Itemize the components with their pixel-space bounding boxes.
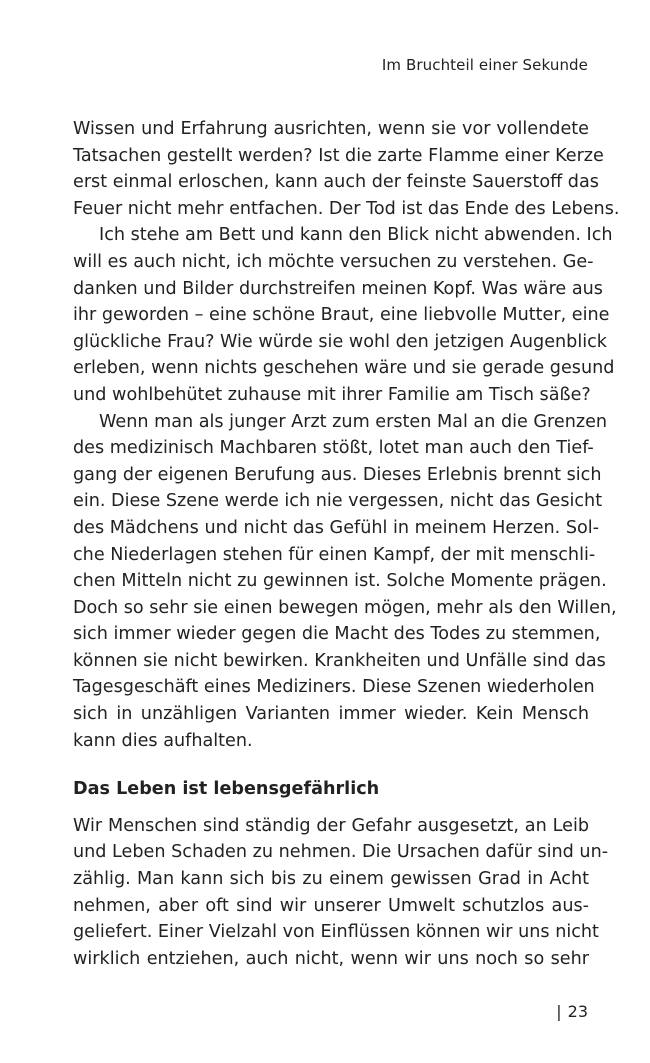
text-line: che Niederlagen stehen für einen Kampf, der mit menschli- — [73, 544, 596, 565]
running-head: Im Bruchteil einer Sekunde — [381, 56, 588, 74]
text-line: danken und Bilder durchstreifen meinen Kopf. Was wäre aus — [73, 278, 603, 299]
page-number-value: 23 — [567, 1002, 588, 1021]
text-line: können sie nicht bewirken. Krankheiten und Unfälle sind das — [73, 650, 606, 671]
text-line: erleben, wenn nichts geschehen wäre und sie gerade gesund — [73, 358, 615, 379]
text-line: nehmen, aber oft sind wir unserer Umwelt schutzlos aus- — [73, 895, 589, 916]
text-line: des Mädchens und nicht das Gefühl in meinem Herzen. Sol- — [73, 517, 600, 538]
text-line: Wenn man als junger Arzt zum ersten Mal an die Grenzen — [99, 411, 608, 432]
paragraph-1 — [73, 116, 620, 222]
text-line: glückliche Frau? Wie würde sie wohl den jetzigen Augenblick — [73, 331, 607, 352]
page-number — [556, 1002, 588, 1021]
text-line: zählig. Man kann sich bis zu einem gewissen Grad in Acht — [73, 869, 589, 890]
text-line: Ich stehe am Bett und kann den Blick nicht abwenden. Ich — [99, 225, 613, 246]
folio-separator: | — [556, 1002, 562, 1021]
text-line: ihr geworden – eine schöne Braut, eine liebvolle Mutter, eine — [73, 305, 610, 326]
paragraph-4 — [73, 813, 609, 973]
text-line: sich in unzähligen Varianten immer wieder. Kein Mensch — [73, 704, 589, 725]
text-line: Wir Menschen sind ständig der Gefahr ausgesetzt, an Leib — [73, 815, 589, 836]
paragraph-2 — [73, 222, 615, 408]
text-line: will es auch nicht, ich möchte versuchen zu verstehen. Ge- — [73, 251, 594, 272]
text-line: Tatsachen gestellt werden? Ist die zarte Flamme einer Kerze — [73, 145, 604, 166]
paragraph-3 — [73, 409, 617, 755]
text-line: und wohlbehütet zuhause mit ihrer Familie am Tisch säße? — [73, 384, 591, 405]
text-line: erst einmal erloschen, kann auch der feinste Sauerstoff das — [73, 172, 599, 193]
text-line: kann dies aufhalten. — [73, 730, 253, 751]
text-line: Doch so sehr sie einen bewegen mögen, mehr als den Willen, — [73, 597, 617, 618]
text-line: gang der eigenen Berufung aus. Dieses Erlebnis brennt sich — [73, 464, 602, 485]
text-line: ein. Diese Szene werde ich nie vergessen, nicht das Gesicht — [73, 491, 603, 512]
text-line: chen Mitteln nicht zu gewinnen ist. Solche Momente prägen. — [73, 571, 607, 592]
text-line: des medizinisch Machbaren stößt, lotet man auch den Tief- — [73, 438, 594, 459]
text-line: Tagesgeschäft eines Mediziners. Diese Szenen wiederholen — [73, 677, 595, 698]
text-line: Feuer nicht mehr entfachen. Der Tod ist das Ende des Lebens. — [73, 198, 620, 219]
section-heading: Das Leben ist lebensgefährlich — [73, 779, 380, 800]
text-line: sich immer wieder gegen die Macht des Todes zu stemmen, — [73, 624, 601, 645]
text-line: wirklich entziehen, auch nicht, wenn wir uns noch so sehr — [73, 948, 589, 969]
body-text — [73, 116, 620, 972]
text-line: Wissen und Erfahrung ausrichten, wenn sie vor vollendete — [73, 119, 589, 139]
text-line: geliefert. Einer Vielzahl von Einflüssen können wir uns nicht — [73, 922, 599, 943]
text-line: und Leben Schaden zu nehmen. Die Ursachen dafür sind un- — [73, 842, 609, 863]
